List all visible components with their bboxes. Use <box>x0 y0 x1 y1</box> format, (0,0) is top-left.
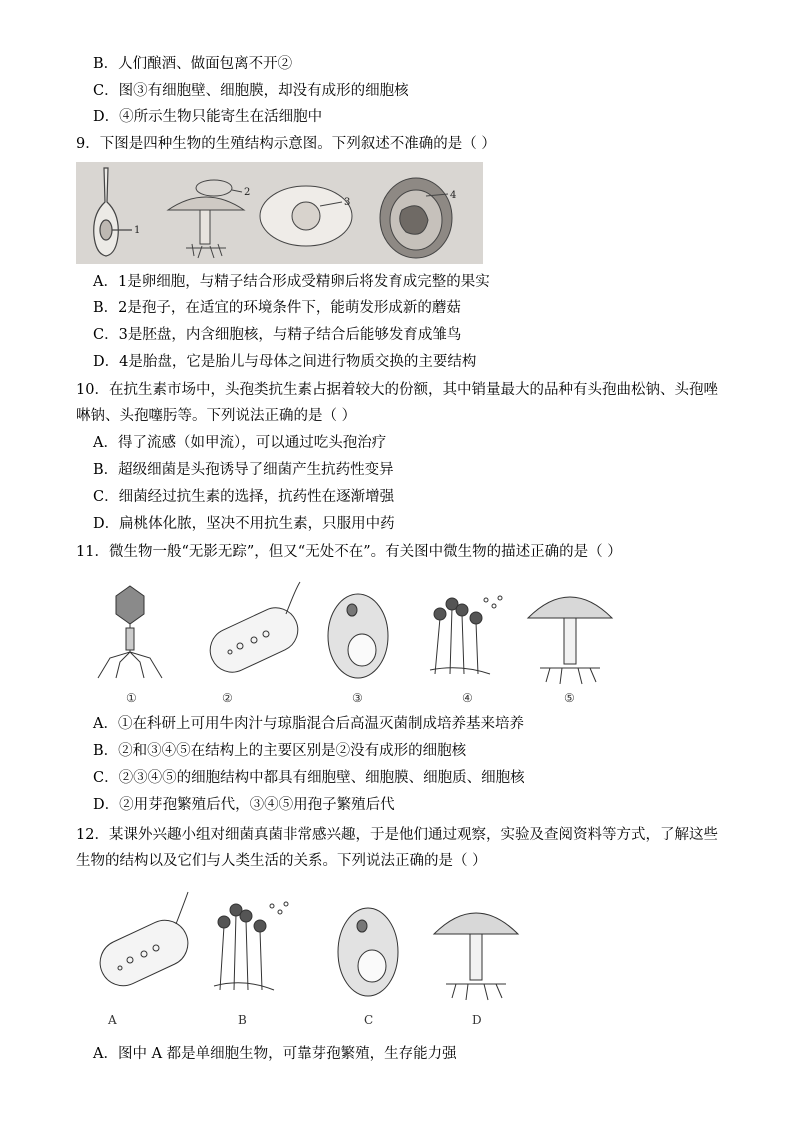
label-4: 4 <box>450 190 457 201</box>
bacterium-drawing-a <box>93 892 196 993</box>
q10-option-b: B．超级细菌是头孢诱导了细菌产生抗药性变异 <box>93 462 394 478</box>
label-d: D <box>472 1013 482 1027</box>
q9-stem: 9．下图是四种生物的生殖结构示意图。下列叙述不准确的是（ ） <box>76 136 496 152</box>
label-2: 2 <box>244 187 251 198</box>
q11-option-d: D．②用芽孢繁殖后代，③④⑤用孢子繁殖后代 <box>93 797 395 813</box>
q9-option-b: B．2是孢子，在适宜的环境条件下，能萌发形成新的蘑菇 <box>93 300 461 316</box>
label-circled-2: ② <box>222 691 233 705</box>
q8-option-c: C．图③有细胞壁、细胞膜，却没有成形的细胞核 <box>93 83 409 99</box>
q10-option-a: A．得了流感（如甲流），可以通过吃头孢治疗 <box>93 435 387 451</box>
q11-stem: 11．微生物一般“无影无踪”，但又“无处不在”。有关图中微生物的描述正确的是（ ） <box>76 544 622 560</box>
yeast-drawing-c <box>338 908 398 996</box>
q11-option-a: A．①在科研上可用牛肉汁与琼脂混合后高温灭菌制成培养基来培养 <box>93 716 524 732</box>
q9-option-d: D．4是胎盘，它是胎儿与母体之间进行物质交换的主要结构 <box>93 354 477 370</box>
bacterium-drawing <box>203 582 305 679</box>
label-circled-5: ⑤ <box>564 691 575 705</box>
q9-option-c: C．3是胚盘，内含细胞核，与精子结合后能够发育成雏鸟 <box>93 327 462 343</box>
q10-stem: 10．在抗生素市场中，头孢类抗生素占据着较大的份额，其中销量最大的品种有头孢曲松钠、头孢唑啉钠、头孢噻肟等。下列说法正确的是（ ） <box>76 382 718 424</box>
label-circled-1: ① <box>126 691 137 705</box>
q11-microorganisms-figure <box>90 578 620 708</box>
uterus-fetus-drawing <box>380 178 452 258</box>
q10-option-c: C．细菌经过抗生素的选择，抗药性在逐渐增强 <box>93 489 395 505</box>
bacteriophage-drawing <box>98 586 162 678</box>
egg-drawing <box>260 186 352 246</box>
label-3: 3 <box>344 197 351 208</box>
mold-drawing-b <box>214 902 288 990</box>
mushroom-drawing-2 <box>528 597 612 684</box>
yeast-drawing <box>328 594 388 678</box>
q9-option-a: A．1是卵细胞，与精子结合形成受精卵后将发育成完整的果实 <box>93 274 490 290</box>
q12-stem: 12．某课外兴趣小组对细菌真菌非常感兴趣，于是他们通过观察，实验及查阅资料等方式，了解这些生物的结构以及它们与人类生活的关系。下列说法正确的是（ ） <box>76 827 718 869</box>
label-c: C <box>364 1013 374 1027</box>
q12-microorganisms-figure <box>90 890 540 1030</box>
q11-option-b: B．②和③④⑤在结构上的主要区别是②没有成形的细胞核 <box>93 743 467 759</box>
q12-option-a: A．图中 A 都是单细胞生物，可靠芽孢繁殖，生存能力强 <box>93 1046 457 1062</box>
mold-drawing <box>430 596 502 674</box>
q8-option-d: D．④所示生物只能寄生在活细胞中 <box>93 109 323 125</box>
label-a: A <box>108 1013 117 1027</box>
q11-option-c: C．②③④⑤的细胞结构中都具有细胞壁、细胞膜、细胞质、细胞核 <box>93 770 525 786</box>
label-b: B <box>238 1013 247 1027</box>
mushroom-drawing-d <box>434 913 518 1000</box>
q10-option-d: D．扁桃体化脓，坚决不用抗生素，只服用中药 <box>93 516 395 532</box>
q8-option-b: B．人们酿酒、做面包离不开② <box>93 56 293 72</box>
q9-reproductive-structures-figure <box>76 162 483 264</box>
label-circled-4: ④ <box>462 691 473 705</box>
label-1: 1 <box>134 225 141 236</box>
label-circled-3: ③ <box>352 691 363 705</box>
